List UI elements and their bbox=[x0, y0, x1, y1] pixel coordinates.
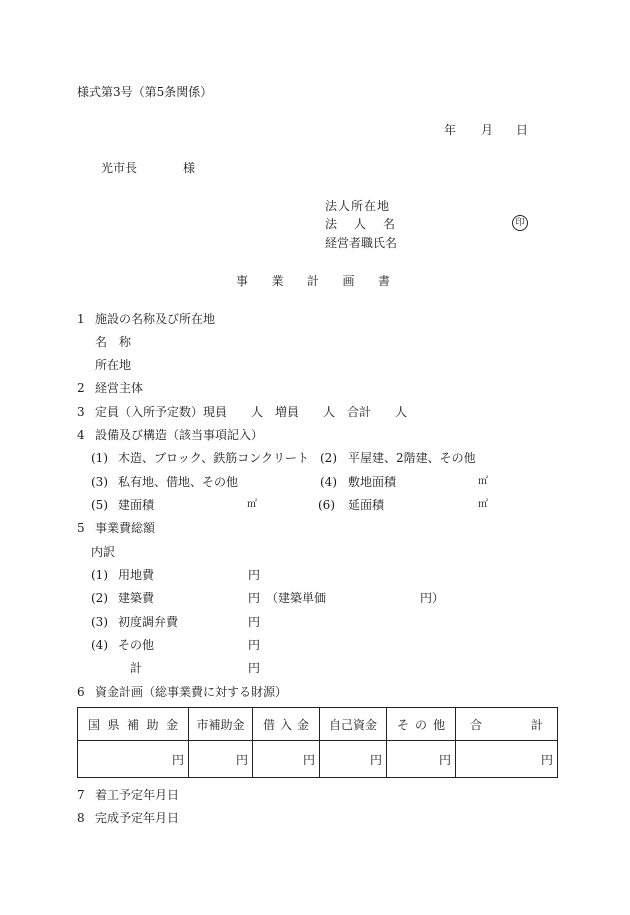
header-prefectural-subsidy: 国 県 補 助 金 bbox=[78, 708, 189, 741]
section-3-number: 3 bbox=[77, 405, 85, 419]
header-total: 合 計 bbox=[456, 708, 558, 741]
section-8-number: 8 bbox=[77, 811, 85, 825]
cost-2-number: (2) bbox=[91, 591, 108, 605]
cost-1-label: 用地費 bbox=[118, 568, 155, 582]
unit-price-unit: 円） bbox=[420, 591, 445, 605]
section-7-number: 7 bbox=[77, 788, 85, 802]
section-2-number: 2 bbox=[77, 381, 85, 395]
s4-item-1-number: (1) bbox=[91, 451, 108, 465]
facility-location-label: 所在地 bbox=[95, 358, 132, 372]
s4-item-5-unit: ㎡ bbox=[247, 499, 257, 510]
funding-table-header-row bbox=[78, 708, 558, 741]
s4-item-6-unit: ㎡ bbox=[478, 499, 488, 510]
applicant-address-label: 法人所在地 bbox=[325, 199, 391, 213]
section-6-number: 6 bbox=[77, 685, 85, 699]
s4-item-1-text: 木造、ブロック、鉄筋コンクリート bbox=[118, 451, 310, 465]
section-4-text: 設備及び構造（該当事項記入） bbox=[95, 428, 264, 442]
cost-3-unit: 円 bbox=[248, 615, 261, 629]
s4-item-4-unit: ㎡ bbox=[478, 476, 488, 487]
cost-4-label: その他 bbox=[118, 638, 155, 652]
s4-item-6-number: (6) bbox=[318, 498, 335, 512]
form-id: 様式第3号（第5条関係） bbox=[77, 85, 213, 99]
section-4-number: 4 bbox=[77, 428, 85, 442]
header-borrowings: 借 入 金 bbox=[253, 708, 320, 741]
section-7-text: 着工予定年月日 bbox=[95, 788, 180, 802]
amount-borrowings[interactable]: 円 bbox=[253, 741, 320, 778]
s4-item-5-number: (5) bbox=[91, 498, 108, 512]
cost-3-number: (3) bbox=[91, 615, 108, 629]
date-year-label: 年 bbox=[444, 123, 457, 137]
cost-2-unit: 円 bbox=[248, 591, 261, 605]
funding-table-amount-row bbox=[78, 741, 558, 778]
s4-item-4-text: 敷地面積 bbox=[348, 475, 397, 489]
section-8-text: 完成予定年月日 bbox=[95, 811, 180, 825]
section-1-text: 施設の名称及び所在地 bbox=[95, 312, 216, 326]
section-1-number: 1 bbox=[77, 312, 85, 326]
cost-4-unit: 円 bbox=[248, 638, 261, 652]
cost-1-number: (1) bbox=[91, 568, 108, 582]
s4-item-3-text: 私有地、借地、その他 bbox=[118, 475, 239, 489]
section-2-text: 経営主体 bbox=[95, 381, 144, 395]
s4-item-5-text: 建面積 bbox=[118, 498, 155, 512]
amount-prefectural-subsidy[interactable]: 円 bbox=[78, 741, 189, 778]
date-month-label: 月 bbox=[481, 123, 494, 137]
date-day-label: 日 bbox=[516, 123, 529, 137]
s4-item-4-number: (4) bbox=[320, 475, 337, 489]
section-5-number: 5 bbox=[77, 521, 85, 535]
section-6-text: 資金計画（総事業費に対する財源） bbox=[95, 685, 288, 699]
section-5-text: 事業費総額 bbox=[95, 521, 156, 535]
cost-2-label: 建築費 bbox=[118, 591, 155, 605]
cost-3-label: 初度調弁費 bbox=[118, 615, 179, 629]
addressee-honorific: 様 bbox=[183, 161, 196, 175]
applicant-name-label: 法 人 名 bbox=[325, 217, 395, 231]
document-title: 事 業 計 画 書 bbox=[236, 274, 390, 288]
s4-item-2-number: (2) bbox=[320, 451, 337, 465]
funding-table bbox=[77, 707, 558, 778]
cost-total-unit: 円 bbox=[248, 661, 261, 675]
amount-total[interactable]: 円 bbox=[456, 741, 558, 778]
facility-name-label: 名 称 bbox=[95, 335, 132, 349]
cost-4-number: (4) bbox=[91, 638, 108, 652]
cost-total-label: 計 bbox=[130, 661, 143, 675]
cost-1-unit: 円 bbox=[248, 568, 261, 582]
s4-item-2-text: 平屋建、2階建、その他 bbox=[348, 451, 476, 465]
header-own-funds: 自己資金 bbox=[320, 708, 387, 741]
addressee-name: 光市長 bbox=[101, 161, 138, 175]
amount-other[interactable]: 円 bbox=[387, 741, 456, 778]
s4-item-3-number: (3) bbox=[91, 475, 108, 489]
header-city-subsidy: 市補助金 bbox=[189, 708, 253, 741]
header-other: そ の 他 bbox=[387, 708, 456, 741]
amount-city-subsidy[interactable]: 円 bbox=[189, 741, 253, 778]
s4-item-6-text: 延面積 bbox=[348, 498, 385, 512]
unit-price-label: （建築単価 bbox=[266, 591, 327, 605]
breakdown-label: 内訳 bbox=[91, 545, 116, 559]
seal-mark: 印 bbox=[512, 215, 528, 231]
amount-own-funds[interactable]: 円 bbox=[320, 741, 387, 778]
applicant-rep-label: 経営者職氏名 bbox=[325, 236, 398, 250]
section-3-text: 定員（入所予定数）現員 人 増員 人 合計 人 bbox=[95, 405, 408, 419]
